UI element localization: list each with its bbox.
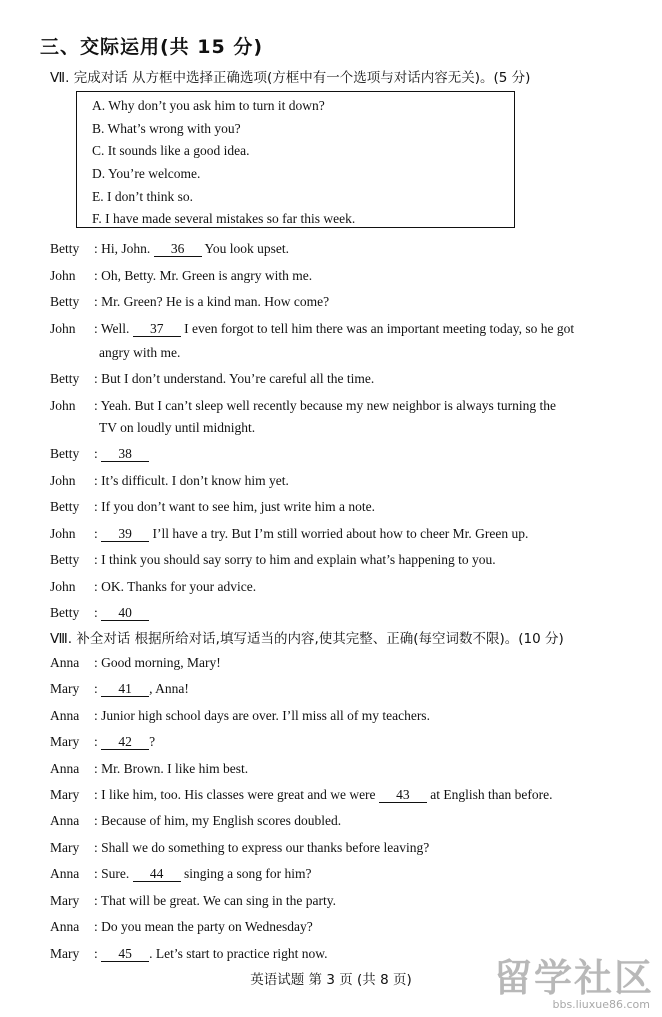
answer-blank[interactable]: 37	[133, 321, 181, 337]
speaker-colon: :	[94, 866, 102, 881]
speaker-colon: :	[94, 787, 102, 802]
speaker-name: Mary	[50, 787, 80, 802]
dialogue-line	[50, 578, 256, 596]
dialogue-line	[50, 760, 248, 778]
speaker-name: John	[50, 473, 76, 488]
speaker-colon: :	[94, 473, 102, 488]
dialogue-line	[50, 472, 289, 490]
line-text: Good morning, Mary!	[101, 655, 221, 670]
speaker-colon: :	[94, 321, 101, 336]
part8-title: Ⅷ. 补全对话 根据所给对话,填写适当的内容,使其完整、正确(每空词数不限)。(10 分)	[50, 631, 564, 647]
option-d: D. You’re welcome.	[92, 166, 201, 182]
speaker-colon: :	[94, 708, 102, 723]
dialogue-line-continuation	[99, 344, 180, 362]
speaker-name: John	[50, 321, 76, 336]
speaker-colon: :	[94, 605, 102, 620]
speaker-colon: :	[94, 526, 102, 541]
line-text: Hi, John.	[101, 241, 154, 256]
dialogue-line	[50, 293, 329, 311]
line-text: That will be great. We can sing in the party.	[100, 893, 336, 908]
dialogue-line	[50, 865, 312, 883]
line-text: I like him, too. His classes were great and we were	[101, 787, 379, 802]
dialogue-line	[50, 604, 149, 622]
speaker-name: John	[50, 268, 76, 283]
speaker-colon: :	[94, 371, 102, 386]
speaker-colon: :	[94, 681, 102, 696]
line-text: Mr. Green? He is a kind man. How come?	[101, 294, 330, 309]
speaker-name: Mary	[50, 681, 80, 696]
dialogue-line	[50, 267, 312, 285]
option-f: F. I have made several mistakes so far this week.	[92, 211, 356, 227]
speaker-name: Betty	[50, 294, 80, 309]
line-text: Oh, Betty. Mr. Green is angry with me.	[101, 268, 313, 283]
speaker-colon: :	[94, 919, 102, 934]
speaker-colon: :	[94, 552, 102, 567]
line-text-after-blank: I even forgot to tell him there was an important meeting today, so he got	[180, 321, 575, 336]
speaker-name: Betty	[50, 371, 80, 386]
speaker-name: Mary	[50, 840, 80, 855]
dialogue-line	[50, 397, 556, 415]
speaker-name: Anna	[50, 761, 80, 776]
speaker-name: Betty	[50, 446, 80, 461]
speaker-name: Mary	[50, 893, 80, 908]
line-text-after-blank: at English than before.	[426, 787, 553, 802]
option-b: B. What’s wrong with you?	[92, 120, 241, 136]
dialogue-line	[50, 498, 375, 516]
answer-blank[interactable]: 45	[101, 946, 149, 962]
speaker-colon: :	[94, 761, 102, 776]
dialogue-line	[50, 551, 496, 569]
dialogue-line	[50, 945, 327, 963]
line-text: Shall we do something to express our thanks before leaving?	[101, 840, 430, 855]
line-text: TV on loudly until midnight.	[99, 420, 256, 435]
speaker-colon: :	[94, 268, 102, 283]
answer-blank[interactable]: 42	[101, 734, 149, 750]
speaker-name: Anna	[50, 866, 80, 881]
speaker-colon: :	[94, 398, 101, 413]
speaker-name: John	[50, 526, 76, 541]
line-text: I think you should say sorry to him and explain what’s happening to you.	[101, 552, 496, 567]
line-text: angry with me.	[99, 345, 181, 360]
speaker-name: John	[50, 398, 76, 413]
speaker-name: Mary	[50, 946, 80, 961]
speaker-name: Anna	[50, 655, 80, 670]
dialogue-line	[50, 240, 289, 258]
speaker-colon: :	[94, 294, 102, 309]
answer-blank[interactable]: 41	[101, 681, 149, 697]
part7-title: Ⅶ. 完成对话 从方框中选择正确选项(方框中有一个选项与对话内容无关)。(5 分)	[50, 70, 531, 86]
line-text-after-blank: singing a song for him?	[180, 866, 312, 881]
option-a: A. Why don’t you ask him to turn it down?	[92, 98, 325, 113]
line-text: OK. Thanks for your advice.	[101, 579, 257, 594]
dialogue-line	[50, 320, 574, 338]
dialogue-line	[50, 707, 430, 725]
speaker-name: John	[50, 579, 76, 594]
dialogue-line	[50, 839, 429, 857]
speaker-name: Betty	[50, 241, 80, 256]
line-text: Junior high school days are over. I’ll miss all of my teachers.	[101, 708, 430, 723]
section-title: 三、交际运用(共 15 分)	[40, 36, 264, 58]
dialogue-line	[50, 918, 313, 936]
speaker-colon: :	[94, 813, 102, 828]
page-footer: 英语试题 第 3 页 (共 8 页)	[250, 972, 412, 988]
line-text: Yeah. But I can’t sleep well recently because my new neighbor is always turning the	[100, 398, 557, 413]
line-text: It’s difficult. I don’t know him yet.	[101, 473, 289, 488]
option-e: E. I don’t think so.	[92, 188, 193, 204]
options-box	[76, 91, 515, 228]
speaker-colon: :	[94, 579, 102, 594]
watermark-logo	[486, 947, 654, 1011]
speaker-colon: :	[94, 734, 102, 749]
speaker-name: Anna	[50, 919, 80, 934]
watermark-text: 留学社区	[493, 956, 654, 1000]
line-text-after-blank: You look upset.	[201, 241, 290, 256]
speaker-name: Betty	[50, 605, 80, 620]
dialogue-line	[50, 733, 155, 751]
speaker-colon: :	[94, 241, 102, 256]
dialogue-line	[50, 654, 221, 672]
dialogue-line	[50, 370, 374, 388]
watermark-url: bbs.liuxue86.com	[552, 998, 650, 1011]
speaker-name: Anna	[50, 813, 80, 828]
speaker-name: Mary	[50, 734, 80, 749]
speaker-colon: :	[94, 946, 102, 961]
line-text: But I don’t understand. You’re careful all the time.	[101, 371, 375, 386]
line-text-after-blank: ?	[149, 734, 156, 749]
answer-blank[interactable]: 36	[154, 241, 202, 257]
line-text-after-blank: , Anna!	[149, 681, 189, 696]
line-text: Sure.	[101, 866, 133, 881]
line-text: Well.	[100, 321, 133, 336]
dialogue-line-continuation	[99, 419, 255, 437]
line-text-after-blank: . Let’s start to practice right now.	[149, 946, 328, 961]
answer-blank[interactable]: 39	[101, 526, 149, 542]
dialogue-line	[50, 680, 189, 698]
answer-blank[interactable]: 38	[101, 446, 149, 462]
dialogue-line	[50, 786, 553, 804]
speaker-name: Anna	[50, 708, 80, 723]
dialogue-line	[50, 525, 528, 543]
speaker-colon: :	[94, 893, 101, 908]
line-text: Mr. Brown. I like him best.	[101, 761, 249, 776]
speaker-name: Betty	[50, 499, 80, 514]
speaker-colon: :	[94, 499, 102, 514]
line-text: If you don’t want to see him, just write him a note.	[101, 499, 375, 514]
line-text: Do you mean the party on Wednesday?	[101, 919, 313, 934]
speaker-colon: :	[94, 655, 102, 670]
speaker-name: Betty	[50, 552, 80, 567]
dialogue-line	[50, 892, 336, 910]
answer-blank[interactable]: 40	[101, 605, 149, 621]
line-text: Because of him, my English scores doubled.	[101, 813, 342, 828]
answer-blank[interactable]: 44	[133, 866, 181, 882]
answer-blank[interactable]: 43	[379, 787, 427, 803]
line-text-after-blank: I’ll have a try. But I’m still worried about how to cheer Mr. Green up.	[149, 526, 529, 541]
option-c: C. It sounds like a good idea.	[92, 143, 250, 159]
speaker-colon: :	[94, 446, 102, 461]
dialogue-line	[50, 812, 341, 830]
speaker-colon: :	[94, 840, 102, 855]
dialogue-line	[50, 445, 149, 463]
